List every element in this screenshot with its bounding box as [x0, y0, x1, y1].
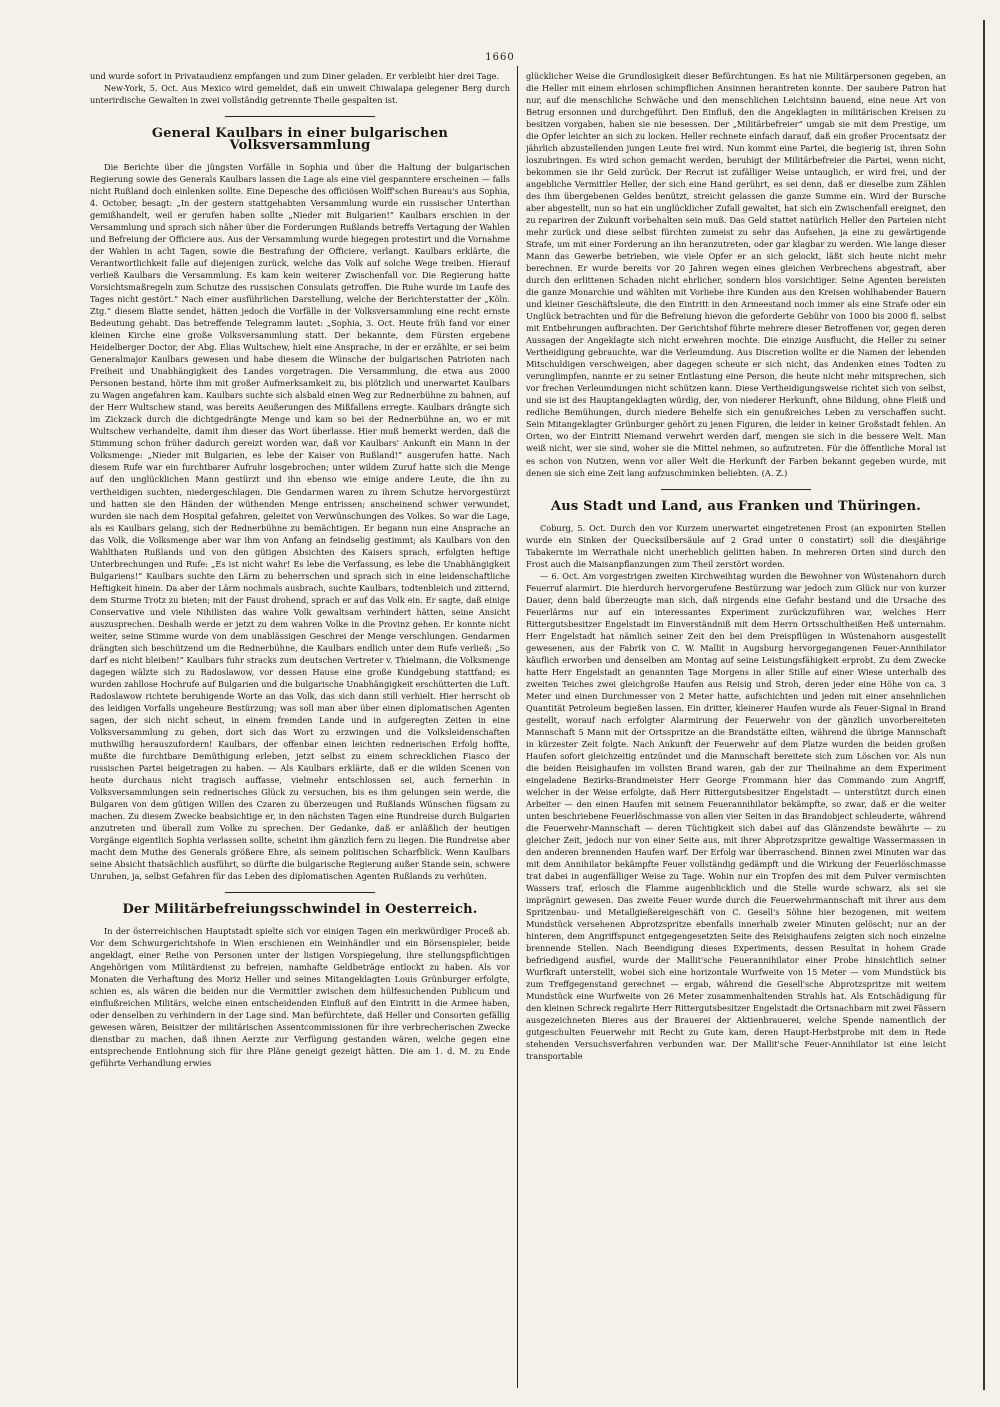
- page-number: 1660: [485, 52, 515, 63]
- article-heading-militaerbefreiung: Der Militärbefreiungsschwindel in Oesterreich.: [122, 902, 478, 918]
- article-heading-franken-thueringen: Aus Stadt und Land, aus Franken und Thüringen.: [550, 498, 922, 514]
- news-item-wuestenahorn: — 6. Oct. Am vorgestrigen zweiten Kirchweihtag wurden die Bewohner von Wüstenahorn durch Feuerruf alarmirt. Die hierdurch hervorgerufene Bestürzung war jedoch zum Glück nur von kurzer Dauer, denn bald überzeugte man sich, daß nirgends eine Gefahr bestand und die Ursache des Feuerlärms nur auf ein interessantes Experiment zurückzuführen war, welches Herr Rittergutsbesitzer Engelstadt im Einverständniß mit dem Herrn Ortsschultheißen Heß unternahm. Herr Engelstadt hat nämlich seiner Zeit den bei dem Preispflügen in Wüstenahorn ausgestellt gewesenen, aus der Fabrik von C. W. Mallit in Augsburg hervorgegangenen Feuer-Annihilator käuflich erworben und denselben am Montag auf seine Leistungsfähigkeit erprobt. Zu dem Zwecke hatte Herr Engelstadt an genannten Tage Morgens in aller Stille auf einer Wiese unterhalb des zweiten Teiches zwei gleichgroße Haufen aus Reisig und Stroh, deren jeder eine Höhe von ca. 3 Meter und einen Durchmesser von 2 Meter hatte, aufschichten und jeden mit einer ansehnlichen Quantität Petroleum begießen lassen. Ein dritter, kleinerer Haufen wurde als Feuer-Signal in Brand gestellt, worauf nach erfolgter Alarmirung der Feuerwehr von der gänzlich unvorbereiteten Mannschaft 5 Mann mit der Ortsspritze an die Brandstätte eilten, während die übrige Mannschaft in kürzester Zeit folgte. Nach Ankunft der Feuerwehr auf dem Platze wurden die beiden großen Haufen sofort gleichzeitig entzündet und die Mannschaft bereitete sich zum Löschen vor. Als nun die beiden Reisighaufen im vollsten Brand waren, gab der zur Theilnahme an dem Experiment eingeladene Bezirks-Brandmeister Herr George Frommann hier das Commando zum Angriff, welcher in der Weise erfolgte, daß Herr Rittergutsbesitzer Engelstadt — unterstützt durch einen Arbeiter — den einen Haufen mit seinem Feuerannihilator bekämpfte, so zwar, daß er die weiter unten beschriebene Feuerlöschmasse von allen vier Seiten in das Brandobject schleuderte, während die Feuerwehr-Mannschaft — deren Tüchtigkeit sich dabei auf das Glänzendste bewährte — zu gleicher Zeit, jedoch nur von einer Seite aus, mit ihrer Abprotzspritze gewaltige Wassermassen in den anderen brennenden Haufen warf. Der Erfolg war überraschend. Binnen zwei Minuten war das mit dem Annihilator bekämpfte Feuer vollständig gedämpft und die Wirkung der Feuerlöschmasse trat dabei in augenfälliger Weise zu Tage. Wohin nur ein Tropfen des mit dem Pulver vermischten Wassers traf, erlosch die Flamme augenblicklich und die Stelle wurde schwarz, als sei sie imprägnirt gewesen. Das zweite Feuer wurde durch die Feuerwehrmannschaft mit ihrer aus dem Spritzenbau- und Metallgießereigeschäft von C. Gesell's Söhne hier bezogenen, mit weitem Mundstück versehenen Abprotzspritze ebenfalls innerhalb zweier Minuten gelöscht; nur an der hinteren, dem Angriffspunct entgegengesetzten Seite des Reisighaufens zeigten sich noch einzelne brennende Stellen. Nach Beendigung dieses Experiments, dessen Resultat in hohem Grade befriedigend ausfiel, wurde der Mallit'sche Feuerannihilator einer Probe hinsichtlich seiner Wurfkraft unterstellt, wobei sich eine horizontale Wurfweite von 15 Meter — vom Mundstück bis zum Treffgegenstand gerechnet — ergab, während die Gesell'sche Abprotzspritze mit weitem Mundstück eine Wurfweite von 26 Meter zusammenhaltenden Strahls hat. Als Entschädigung für den kleinen Schreck regalirte Herr Rittergutsbesitzer Engelstadt die Ortsnachbarn mit zwei Fässern ausgezeichneten Bieres aus der Brauerei der Aktienbrauerei, welche Spende namentlich der gutgeschulten Feuerwehr mit Recht zu Gute kam, deren Haupt-Herbstprobe mit dem in Rede stehenden Versuchsverfahren verbunden war. Der Mallit'sche Feuer-Annihilator ist eine leicht transportable: [526, 570, 946, 1062]
- article-body-militaerbefreiung-continued: glücklicher Weise die Grundlosigkeit dieser Befürchtungen. Es hat nie Militärpersonen gegeben, an die Heller mit einem ehrlosen schimpflichen Ansinnen herantreten konnte. Der saubere Patron hat nur, auf die menschliche Schwäche und den menschlichen Leichtsinn bauend, eine neue Art von Betrug ersonnen und durchgeführt. Den Einfluß, den die Angeklagten in militärischen Kreisen zu besitzen vorgaben, haben sie nie besessen. Der „Militärbefreier“ umgab sie mit dem Prestige, um die Opfer leichter an sich zu locken. Heller rechnete einfach darauf, daß ein großer Procentsatz der jährlich abzustellenden jungen Leute frei wird. Nun kommt eine Partei, die begierig ist, ihren Sohn loszubringen. Es wird schon gemacht werden, beruhigt der Militärbefreier die Partei, wenn nicht, bekommen sie ihr Geld zurück. Der Recrut ist zufälliger Weise untauglich, er wird frei, und der angebliche Vermittler Heller, der sich eine Hand gerührt, es sei denn, daß er dieselbe zum Zählen des ihm übergebenen Geldes benützt, streicht gelassen die ganze Summe ein. Wird der Bursche aber abgestellt, nun so hat ein unglücklicher Zufall gewaltet, hat sich ein Zwischenfall ereignet, den zu repariren der Zukunft vorbehalten sein muß. Das Geld stattet natürlich Heller den Parteien nicht mehr zurück und diese selbst fürchten zumeist zu sehr das Aufsehen, ja eine zu gewärtigende Strafe, um mit einer Forderung an ihn heranzutreten, oder gar klagbar zu werden. Wie lange dieser Mann das Gewerbe betrieben, wie viele Opfer er an sich gelockt, läßt sich heute nicht mehr berechnen. Er wurde bereits vor 20 Jahren wegen eines gleichen Verbrechens abgestraft, aber durch den erlittenen Schaden nicht ehrlicher, sondern blos vorsichtiger. Seine Agenten bereisten die ganze Monarchie und wählten mit Vorliebe ihre Kunden aus den Kreisen wohlhabender Bauern und kleiner Geschäftsleute, die den Eintritt in den Armeestand noch immer als eine Strafe oder ein Unglück betrachten und für die Befreiung hievon die geforderte Gebühr von 1000 bis 2000 fl. selbst mit Entbehrungen aufbrachten. Der Gerichtshof führte mehrere dieser Betroffenen vor, gegen deren Aussagen der Angeklagte sich nicht erwehren mochte. Die einzige Ausflucht, die Heller zu seiner Vertheidigung gebrauchte, war die Verleumdung. Aus Discretion wollte er die Namen der lebenden Mitschuldigen verschweigen, aber dagegen scheute er sich nicht, das Andenken eines Todten zu verunglimpfen, nannte er zu seiner Entlastung eine Person, die heute nicht mehr mitsprechen, sich vor frechen Verleumdungen nicht schützen kann. Diese Vertheidigungsweise richtet sich von selbst, und sie ist des Hauptangeklagten würdig, der, von niederer Herkunft, ohne Bildung, ohne Fleiß und redliche Bemühungen, durch niedere Behelfe sich ein genußreiches Leben zu verschaffen sucht. Sein Mitangeklagter Grünburger gehört zu jenen Figuren, die leider in keiner Großstadt fehlen. An Orten, wo der Eintritt Niemand verwehrt werden darf, mengen sie sich in die bessere Welt. Man weiß nicht, wer sie sind, woher sie die Mittel nehmen, so aufzutreten. Für die öffentliche Moral ist es schon von Nutzen, wenn vor aller Welt die Herkunft der Farben bekannt gegeben wurde, mit denen sie sich eine Zeit lang aufzuschminken beliebten. (A. Z.): [526, 71, 946, 478]
- intro-paragraph: und wurde sofort in Privataudienz empfangen und zum Diner geladen. Er verbleibt hier drei Tage.: [90, 71, 500, 81]
- section-divider: [661, 489, 811, 490]
- left-column: [90, 70, 510, 1386]
- article-body-kaulbars: Die Berichte über die jüngsten Vorfälle in Sophia und über die Haltung der bulgarischen Regierung sowie des Generals Kaulbars lassen die Lage als eine viel gespanntere erscheinen — falls nicht Rußland doch einlenken sollte. Eine Depesche des officiösen Wolff'schen Bureau's aus Sophia, 4. October, besagt: „In der gestern stattgehabten Versammlung wurde ein russischer Unterthan gemißhandelt, weil er gerufen haben sollte „Nieder mit Bulgarien!“ Kaulbars erschien in der Versammlung und sprach sich näher über die Forderungen Rußlands betreffs Vertagung der Wahlen und Befreiung der Officiere aus. Aus der Versammlung wurde hiegegen protestirt und die Vornahme der Wahlen in acht Tagen, sowie die Bestrafung der Officiere, verlangt. Kaulbars erklärte, die Verantwortlichkeit falle auf diejenigen zurück, welche das Volk auf solche Wege treiben. Hierauf verließ Kaulbars die Versammlung. Es kam kein weiterer Zwischenfall vor. Die Regierung hatte Vorsichtsmaßregeln zum Schutze des russischen Consulats getroffen. Die Ruhe wurde im Laufe des Tages nicht gestört.“ Nach einer ausführlichen Darstellung, welche der Berichterstatter der „Köln. Ztg.“ diesem Blatte sendet, hätten jedoch die Vorfälle in der Volksversammlung eine recht ernste Bedeutung gehabt. Das betreffende Telegramm lautet: „Sophia, 3. Oct. Heute früh fand vor einer kleinen Kirche eine große Volksversammlung statt. Der bekannte, dem Fürsten ergebene Heidelberger Doctor, der Abg. Elias Wultschew, hielt eine Ansprache, in der er erzählte, er sei beim Generalmajor Kaulbars gewesen und habe diesem die Wünsche der bulgarischen Patrioten nach Freiheit und Unabhängigkeit des Landes vorgetragen. Die Versammlung, die etwa aus 2000 Personen bestand, hörte ihm mit großer Aufmerksamkeit zu, bis plötzlich und unerwartet Kaulbars zu Wagen angefahren kam. Kaulbars suchte sich alsbald einen Weg zur Rednerbühne zu bahnen, auf der Herr Wultschew stand, was bereits Aeußerungen des Mißfallens erregte. Kaulbars drängte sich im Zickzack durch die dichtgedrängte Menge und kam so bei der Rednerbühne an, wo er mit Wultschew verhandelte, damit ihm dieser das Wort überlasse. Hier muß bemerkt werden, daß die Stimmung schon früher dadurch gereizt worden war, daß vor Kaulbars' Ankunft ein Mann in der Volksmenge: „Nieder mit Bulgarien, es lebe der Kaiser von Rußland!“ ausgerufen hatte. Nach diesem Rufe war ein furchtbarer Aufruhr losgebrochen; unter wildem Zuruf hatte sich die Menge auf den unglücklichen Mann gestürzt und ihn ebenso wie einige andere Leute, die ihn zu vertheidigen suchten, niedergeschlagen. Die Gendarmen waren zu ihrem Schutze hervorgestürzt und hatten sie den Händen der wüthenden Menge entrissen; anscheinend schwer verwundet, wurden sie nach dem Hospital gefahren, geleitet von Verwünschungen des Volkes. So war die Lage, als es Kaulbars gelang, sich der Rednerbühne zu bemächtigen. Er begann nun eine Ansprache an das Volk, die Volksmenge aber war ihm von Anfang an feindselig gestimmt; als Kaulbars von den Wahlthaten Rußlands und von den gütigen Absichten des Kaisers sprach, erfolgten heftige Unterbrechungen und Rufe: „Es ist nicht wahr! Es lebe die Verfassung, es lebe die Unabhängigkeit Bulgariens!“ Kaulbars suchte den Lärm zu beherrschen und sprach sich in eine leidenschaftliche Heftigkeit hinein. Da aber der Lärm nochmals ausbrach, suchte Kaulbars, todtenbleich und zitternd, dem Sturme Trotz zu bieten; mit der Faust drohend, sprach er auf das Volk ein. Er sagte, daß einige Conservative und viele Nihilisten das wahre Volk gewaltsam verhindert hätten, seine Ansicht auszusprechen. Deshalb werde er jetzt zu dem wahren Volke in die Provinz gehen. Er konnte nicht weiter, seine Stimme wurde von dem unablässigen Geschrei der Menge verschlungen. Gendarmen drängten sich beschützend um die Rednerbühne, die Kaulbars endlich unter dem Rufe verließ: „So darf es nicht bleiben!“ Kaulbars fuhr stracks zum deutschen Vertreter v. Thielmann, die Volksmenge dagegen wälzte sich zu Radoslawow, vor dessen Hause eine große Kundgebung stattfand; es wurden zahllose Hochrufe auf Bulgarien und die bulgarische Unabhängigkeit erschütterten die Luft. Radoslawow richtete beruhigende Worte an das Volk, das sich dann still verhielt. Hier herrscht ob des leidigen Vorfalls ungeheure Bestürzung; was soll man aber über einen diplomatischen Agenten sagen, der sich nicht scheut, in einem fremden Lande und in aufgeregten Zeiten in eine Volksversammlung zu gehen, dort sich das Wort zu erzwingen und die Volksleidenschaften muthwillig herauszufordern! Kaulbars, der offenbar einen leichten rednerischen Erfolg hoffte, mußte die furchtbare Demüthigung erleben, jetzt selbst zu einem schrecklichen Fiasco der russischen Partei beigetragen zu haben. — Als Kaulbars erklärte, daß er die wilden Scenen von heute durchaus nicht tragisch auffasse, vielmehr entschlossen sei, auch fernerhin in Volksversammlungen sein rednerisches Glück zu versuchen, bis es ihm gelungen sein werde, die Bulgaren von dem gütigen Willen des Czaren zu überzeugen und Rußlands Wünschen fügsam zu machen. Zu diesem Zwecke beabsichtige er, in den nächsten Tagen eine Rundreise durch Bulgarien anzutreten und überall zum Volke zu sprechen. Der Gedanke, daß er anläßlich der heutigen Vorgänge eigentlich Sophia verlassen sollte, scheint ihm gänzlich fern zu liegen. Die Rundreise aber macht dem Muthe des Generals größere Ehre, als seinem politischen Scharfblick. Wenn Kaulbars seine Absicht thatsächlich ausführt, so dürfte die bulgarische Regierung außer Stande sein, schwere Unruhen, ja, selbst Gefahren für das Leben des diplomatischen Agenten Rußlands zu verhüten.: [90, 162, 510, 881]
- section-divider: [225, 892, 375, 893]
- page-edge-rule: [983, 20, 985, 1390]
- column-divider: [517, 66, 518, 1388]
- article-body-militaerbefreiung: In der österreichischen Hauptstadt spielte sich vor einigen Tagen ein merkwürdiger Proceß ab. Vor dem Schwurgerichtshofe in Wien erschienen ein Weinhändler und ein Börsenspieler, beide angeklagt, einer Reihe von Personen unter der listigen Vorspiegelung, ihre stellungspflichtigen Angehörigen vom Militärdienst zu befreien, namhafte Geldbeträge entlockt zu haben. Als vor Monaten die Verhaftung des Moriz Heller und seines Mitangeklagten Louis Grünburger erfolgte, schien es, als wären die beiden nur die Vermittler zwischen dem hülfesuchenden Publicum und einflußreichen Militärs, welche einen entscheidenden Einfluß auf den Eintritt in die Armee haben, oder denselben zu verhindern in der Lage sind. Man befürchtete, daß Heller und Consorten gefällig gewesen wären, Beisitzer der militärischen Assentcommissionen für ihre verbrecherischen Zwecke dienstbar zu machen, daß ihnen Aerzte zur Verfügung gestanden wären, welche gegen eine entsprechende Entlohnung sich für ihre Pläne geneigt gezeigt hätten. Die am 1. d. M. zu Ende geführte Verhandlung erwies: [90, 926, 510, 1069]
- news-item-new-york: New-York, 5. Oct. Aus Mexico wird gemeldet, daß ein unweit Chiwalapa gelegener Berg durch unterirdische Gewalten in zwei vollständig getrennte Theile gespalten ist.: [90, 83, 510, 106]
- article-heading-kaulbars: General Kaulbars in einer bulgarischen Volksversammlung: [151, 126, 449, 154]
- section-divider: [225, 116, 375, 117]
- right-column: [526, 70, 946, 1386]
- news-item-coburg: Coburg, 5. Oct. Durch den vor Kurzem unerwartet eingetretenen Frost (an exponirten Stellen wurde ein Sinken der Quecksilbersäule auf 2 Grad unter 0 constatirt) soll die diesjährige Tabakernte im Werrathale nicht unerheblich gelitten haben. In mehreren Orten sind durch den Frost auch die Maisanpflanzungen zum Theil zerstört worden.: [526, 522, 946, 569]
